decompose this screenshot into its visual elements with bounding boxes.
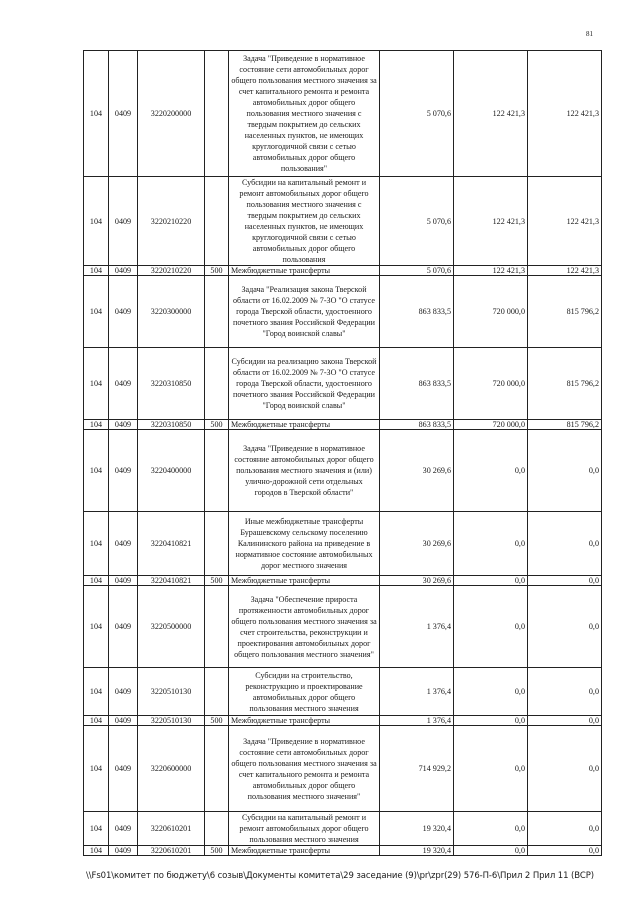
- section-cell: 104: [84, 812, 109, 846]
- subsection-cell: 0409: [109, 266, 138, 276]
- section-cell: 104: [84, 266, 109, 276]
- table-row: [84, 668, 602, 716]
- amount-year1-cell: 863 833,5: [380, 420, 454, 430]
- target-article-cell: 3220200000: [138, 51, 205, 177]
- subsection-cell: 0409: [109, 177, 138, 266]
- amount-year2-cell: 720 000,0: [454, 276, 528, 348]
- amount-year3-cell: 0,0: [528, 846, 602, 856]
- description-cell: Межбюджетные трансферты: [229, 716, 380, 726]
- amount-year2-cell: 720 000,0: [454, 420, 528, 430]
- subsection-cell: 0409: [109, 512, 138, 576]
- table-row: [84, 512, 602, 576]
- amount-year1-cell: 30 269,6: [380, 512, 454, 576]
- table-row: [84, 576, 602, 586]
- amount-year3-cell: 815 796,2: [528, 348, 602, 420]
- description-cell: Задача "Реализация закона Тверской области от 16.02.2009 № 7-ЗО "О статусе города Тверской области, удостоенного почетного звания Российской Федерации "Город воинской славы": [229, 276, 380, 348]
- target-article-cell: 3220610201: [138, 846, 205, 856]
- amount-year3-cell: 0,0: [528, 716, 602, 726]
- section-cell: 104: [84, 512, 109, 576]
- subsection-cell: 0409: [109, 726, 138, 812]
- description-cell: Межбюджетные трансферты: [229, 420, 380, 430]
- target-article-cell: 3220500000: [138, 586, 205, 668]
- expense-type-cell: 500: [205, 846, 229, 856]
- amount-year1-cell: 5 070,6: [380, 177, 454, 266]
- table-row: [84, 276, 602, 348]
- amount-year3-cell: 0,0: [528, 668, 602, 716]
- description-cell: Задача "Обеспечение прироста протяженности автомобильных дорог общего пользования местного значения за счет строительства, реконструкции и проектирования автомобильных дорог общего пользования местного значения": [229, 586, 380, 668]
- section-cell: 104: [84, 430, 109, 512]
- target-article-cell: 3220410821: [138, 512, 205, 576]
- section-cell: 104: [84, 51, 109, 177]
- table-row: [84, 716, 602, 726]
- amount-year2-cell: 0,0: [454, 726, 528, 812]
- amount-year2-cell: 720 000,0: [454, 348, 528, 420]
- amount-year2-cell: 0,0: [454, 846, 528, 856]
- expense-type-cell: [205, 812, 229, 846]
- subsection-cell: 0409: [109, 430, 138, 512]
- expense-type-cell: 500: [205, 266, 229, 276]
- section-cell: 104: [84, 177, 109, 266]
- amount-year3-cell: 0,0: [528, 512, 602, 576]
- amount-year2-cell: 122 421,3: [454, 51, 528, 177]
- table-row: [84, 726, 602, 812]
- subsection-cell: 0409: [109, 586, 138, 668]
- expense-type-cell: 500: [205, 716, 229, 726]
- target-article-cell: 3220600000: [138, 726, 205, 812]
- expense-type-cell: [205, 726, 229, 812]
- target-article-cell: 3220210220: [138, 177, 205, 266]
- section-cell: 104: [84, 420, 109, 430]
- amount-year2-cell: 0,0: [454, 586, 528, 668]
- amount-year1-cell: 714 929,2: [380, 726, 454, 812]
- section-cell: 104: [84, 846, 109, 856]
- target-article-cell: 3220310850: [138, 348, 205, 420]
- section-cell: 104: [84, 348, 109, 420]
- amount-year2-cell: 0,0: [454, 716, 528, 726]
- amount-year1-cell: 1 376,4: [380, 668, 454, 716]
- target-article-cell: 3220210220: [138, 266, 205, 276]
- subsection-cell: 0409: [109, 812, 138, 846]
- description-cell: Межбюджетные трансферты: [229, 846, 380, 856]
- expense-type-cell: [205, 512, 229, 576]
- description-cell: Субсидии на строительство, реконструкцию и проектирование автомобильных дорог общего пользования местного значения: [229, 668, 380, 716]
- section-cell: 104: [84, 726, 109, 812]
- amount-year3-cell: 815 796,2: [528, 276, 602, 348]
- amount-year1-cell: 1 376,4: [380, 586, 454, 668]
- amount-year1-cell: 863 833,5: [380, 348, 454, 420]
- expense-type-cell: [205, 177, 229, 266]
- amount-year3-cell: 122 421,3: [528, 51, 602, 177]
- section-cell: 104: [84, 716, 109, 726]
- description-cell: Межбюджетные трансферты: [229, 266, 380, 276]
- amount-year1-cell: 19 320,4: [380, 846, 454, 856]
- amount-year3-cell: 0,0: [528, 430, 602, 512]
- amount-year2-cell: 0,0: [454, 668, 528, 716]
- table-row: [84, 586, 602, 668]
- subsection-cell: 0409: [109, 276, 138, 348]
- expense-type-cell: [205, 668, 229, 716]
- subsection-cell: 0409: [109, 51, 138, 177]
- table-row: [84, 846, 602, 856]
- subsection-cell: 0409: [109, 716, 138, 726]
- table-row: [84, 420, 602, 430]
- amount-year1-cell: 5 070,6: [380, 266, 454, 276]
- subsection-cell: 0409: [109, 348, 138, 420]
- amount-year3-cell: 0,0: [528, 726, 602, 812]
- expense-type-cell: [205, 348, 229, 420]
- target-article-cell: 3220300000: [138, 276, 205, 348]
- target-article-cell: 3220410821: [138, 576, 205, 586]
- amount-year1-cell: 5 070,6: [380, 51, 454, 177]
- target-article-cell: 3220610201: [138, 812, 205, 846]
- amount-year1-cell: 30 269,6: [380, 430, 454, 512]
- target-article-cell: 3220400000: [138, 430, 205, 512]
- description-cell: Межбюджетные трансферты: [229, 576, 380, 586]
- table-row: [84, 51, 602, 177]
- section-cell: 104: [84, 276, 109, 348]
- subsection-cell: 0409: [109, 420, 138, 430]
- subsection-cell: 0409: [109, 668, 138, 716]
- description-cell: Задача "Приведение в нормативное состояние сети автомобильных дорог общего пользования местного значения за счет капитального ремонта и ремонта автомобильных дорог общего пользования местного значения с твердым покрытием до сельских населенных пунктов, не имеющих круглогодичной связи с сетью автомобильных дорог общего пользования": [229, 51, 380, 177]
- section-cell: 104: [84, 586, 109, 668]
- amount-year3-cell: 815 796,2: [528, 420, 602, 430]
- amount-year1-cell: 1 376,4: [380, 716, 454, 726]
- amount-year3-cell: 122 421,3: [528, 266, 602, 276]
- amount-year3-cell: 122 421,3: [528, 177, 602, 266]
- expense-type-cell: [205, 430, 229, 512]
- expense-type-cell: 500: [205, 576, 229, 586]
- file-path-footer: \\Fs01\комитет по бюджету\6 созыв\Документы комитета\29 заседание (9)\pr\zpr(29) 576-П-6\Прил 2 Прил 11 (ВСР): [86, 871, 595, 881]
- amount-year3-cell: 0,0: [528, 586, 602, 668]
- target-article-cell: 3220510130: [138, 716, 205, 726]
- amount-year2-cell: 122 421,3: [454, 177, 528, 266]
- amount-year2-cell: 0,0: [454, 512, 528, 576]
- description-cell: Иные межбюджетные трансферты Бурашевскому сельскому поселению Калининского района на приведение в нормативное состояние автомобильных дорог местного значения: [229, 512, 380, 576]
- description-cell: Субсидии на капитальный ремонт и ремонт автомобильных дорог общего пользования местного значения с твердым покрытием до сельских населенных пунктов, не имеющих круглогодичной связи с сетью автомобильных дорог общего пользования: [229, 177, 380, 266]
- table-row: [84, 812, 602, 846]
- section-cell: 104: [84, 668, 109, 716]
- expense-type-cell: [205, 586, 229, 668]
- table-body: [84, 51, 602, 856]
- description-cell: Субсидии на реализацию закона Тверской области от 16.02.2009 № 7-ЗО "О статусе города Тверской области, удостоенного почетного звания Российской Федерации "Город воинской славы": [229, 348, 380, 420]
- description-cell: Задача "Приведение в нормативное состояние автомобильных дорог общего пользования местного значения и (или) улично-дорожной сети отдельных городов в Тверской области": [229, 430, 380, 512]
- amount-year3-cell: 0,0: [528, 576, 602, 586]
- amount-year1-cell: 19 320,4: [380, 812, 454, 846]
- target-article-cell: 3220310850: [138, 420, 205, 430]
- expense-type-cell: 500: [205, 420, 229, 430]
- amount-year1-cell: 30 269,6: [380, 576, 454, 586]
- budget-table: [83, 50, 602, 856]
- page-number: 81: [586, 30, 593, 38]
- table-row: [84, 430, 602, 512]
- subsection-cell: 0409: [109, 846, 138, 856]
- expense-type-cell: [205, 276, 229, 348]
- amount-year1-cell: 863 833,5: [380, 276, 454, 348]
- description-cell: Задача "Приведение в нормативное состояние сети автомобильных дорог общего пользования местного значения за счет капитального ремонта и ремонта автомобильных дорог общего пользования местного значения": [229, 726, 380, 812]
- table-row: [84, 348, 602, 420]
- amount-year3-cell: 0,0: [528, 812, 602, 846]
- table-row: [84, 266, 602, 276]
- target-article-cell: 3220510130: [138, 668, 205, 716]
- amount-year2-cell: 0,0: [454, 812, 528, 846]
- expense-type-cell: [205, 51, 229, 177]
- table-row: [84, 177, 602, 266]
- amount-year2-cell: 0,0: [454, 430, 528, 512]
- amount-year2-cell: 0,0: [454, 576, 528, 586]
- amount-year2-cell: 122 421,3: [454, 266, 528, 276]
- description-cell: Субсидии на капитальный ремонт и ремонт автомобильных дорог общего пользования местного значения: [229, 812, 380, 846]
- subsection-cell: 0409: [109, 576, 138, 586]
- section-cell: 104: [84, 576, 109, 586]
